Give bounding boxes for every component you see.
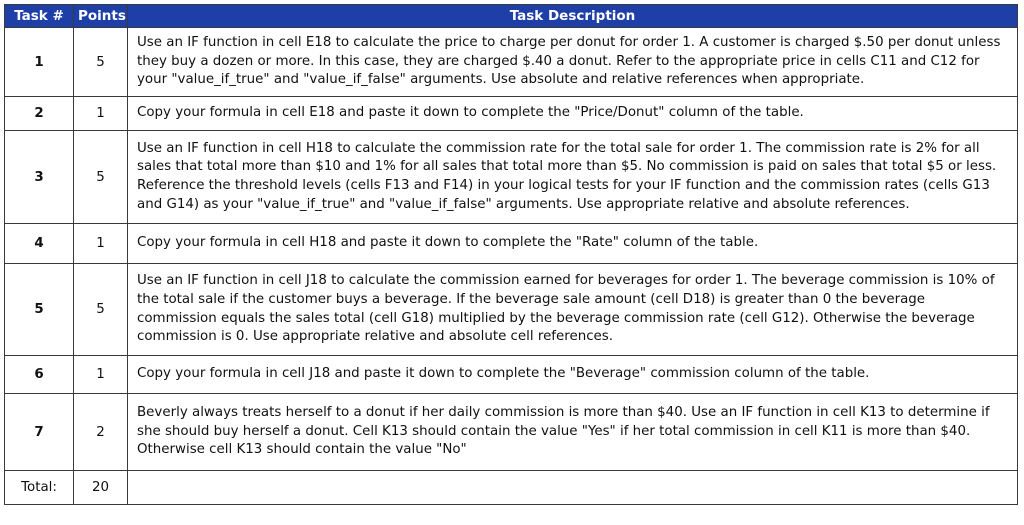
task-points: 1 <box>74 224 128 264</box>
table-row <box>5 264 1018 356</box>
task-number: 7 <box>5 394 74 471</box>
task-points: 5 <box>74 131 128 224</box>
table-row <box>5 28 1018 97</box>
task-points: 5 <box>74 264 128 356</box>
task-points: 2 <box>74 394 128 471</box>
task-number: 2 <box>5 97 74 131</box>
table-row <box>5 356 1018 394</box>
header-task-number: Task # <box>5 5 74 28</box>
task-description: Copy your formula in cell E18 and paste it down to complete the "Price/Donut" column of the table. <box>128 97 1018 131</box>
total-label: Total: <box>5 471 74 505</box>
task-table <box>4 4 1018 505</box>
task-description: Use an IF function in cell H18 to calculate the commission rate for the total sale for order 1. The commission rate is 2% for all sales that total more than $10 and 1% for all sales that total more than $5. No commission is paid on sales that total $5 or less. Reference the threshold levels (cells F13 and F14) in your logical tests for your IF function and the commission rates (cells G13 and G14) as your "value_if_true" and "value_if_false" arguments. Use appropriate relative and absolute references. <box>128 131 1018 224</box>
task-description: Use an IF function in cell J18 to calculate the commission earned for beverages for order 1. The beverage commission is 10% of the total sale if the customer buys a beverage. If the beverage sale amount (cell D18) is greater than 0 the beverage commission equals the sales total (cell G18) multiplied by the beverage commission rate (cell G12). Otherwise the beverage commission is 0. Use appropriate relative and absolute cell references. <box>128 264 1018 356</box>
table-row <box>5 97 1018 131</box>
task-number: 1 <box>5 28 74 97</box>
task-number: 5 <box>5 264 74 356</box>
task-number: 6 <box>5 356 74 394</box>
task-number: 4 <box>5 224 74 264</box>
total-description-empty <box>128 471 1018 505</box>
task-points: 1 <box>74 97 128 131</box>
task-description: Beverly always treats herself to a donut if her daily commission is more than $40. Use an IF function in cell K13 to determine if she should buy herself a donut. Cell K13 should contain the value "Yes" if her total commission in cell K11 is more than $40. Otherwise cell K13 should contain the value "No" <box>128 394 1018 471</box>
header-points: Points <box>74 5 128 28</box>
table-row <box>5 224 1018 264</box>
task-description: Copy your formula in cell H18 and paste it down to complete the "Rate" column of the table. <box>128 224 1018 264</box>
total-points: 20 <box>74 471 128 505</box>
task-number: 3 <box>5 131 74 224</box>
task-description: Copy your formula in cell J18 and paste it down to complete the "Beverage" commission column of the table. <box>128 356 1018 394</box>
total-row <box>5 471 1018 505</box>
task-description: Use an IF function in cell E18 to calculate the price to charge per donut for order 1. A customer is charged $.50 per donut unless they buy a dozen or more. In this case, they are charged $.40 a donut. Refer to the appropriate price in cells C11 and C12 for your "value_if_true" and "value_if_false" arguments. Use absolute and relative references when appropriate. <box>128 28 1018 97</box>
task-points: 5 <box>74 28 128 97</box>
table-row <box>5 131 1018 224</box>
task-points: 1 <box>74 356 128 394</box>
table-row <box>5 394 1018 471</box>
header-task-description: Task Description <box>128 5 1018 28</box>
header-row <box>5 5 1018 28</box>
